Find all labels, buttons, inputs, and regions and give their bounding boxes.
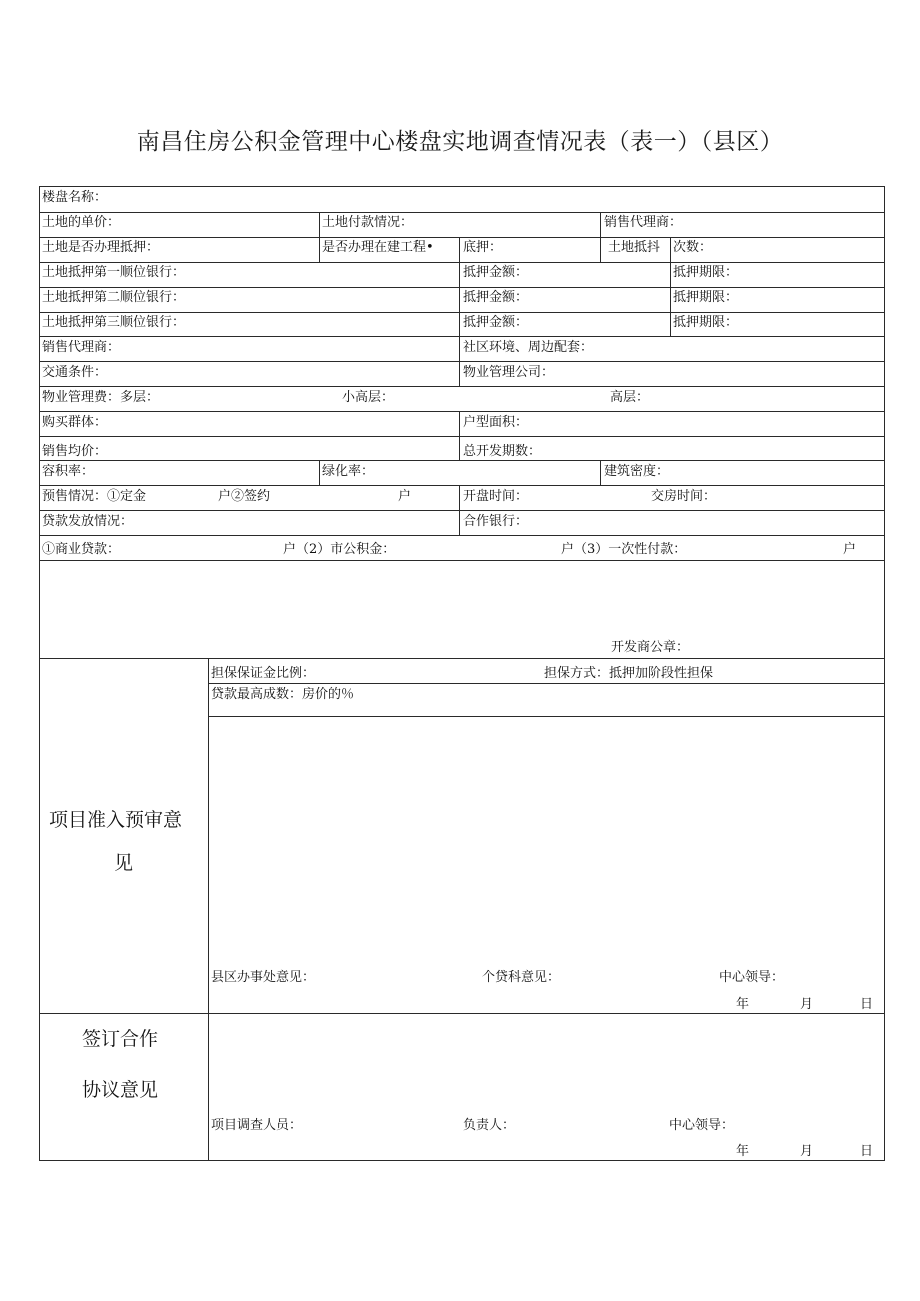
center-leader-label: 中心领导： <box>669 1118 735 1133</box>
first-bank-label: 土地抵押第一顺位银行： <box>42 265 186 280</box>
presale-deposit-label: 预售情况：①定金 <box>42 489 147 504</box>
unit-area-label: 户型面积： <box>463 415 529 430</box>
presale-signed-label: 户②签约 <box>218 489 271 504</box>
sales-agent-label: 销售代理商： <box>604 215 683 230</box>
building-name-label: 楼盘名称： <box>42 190 108 205</box>
lump-sum-end-label: 户 <box>843 542 857 557</box>
mortgage-amount-label: 抵押金额： <box>463 265 529 280</box>
fund-loan-label: 户（2）市公积金： <box>283 542 396 557</box>
presale-household-label: 户 <box>398 489 412 504</box>
developer-seal-label: 开发商公章： <box>611 640 690 655</box>
highrise-label: 高层： <box>610 390 650 405</box>
plot-ratio-label: 容积率： <box>42 464 95 479</box>
mortgage-period-label: 抵押期限： <box>673 265 739 280</box>
land-mortgage-count-label-b: 次数： <box>673 240 713 255</box>
date-month: 月 <box>800 1144 814 1159</box>
loan-status-label: 贷款发放情况： <box>42 514 134 529</box>
mortgage-period-label: 抵押期限： <box>673 315 739 330</box>
max-loan-label: 贷款最高成数：房价的％ <box>211 687 355 702</box>
land-payment-status-label: 土地付款情况： <box>322 215 414 230</box>
construction-mortgage-label: 是否办理在建工程• <box>322 240 434 255</box>
guarantee-ratio-label: 担保保证金比例： <box>211 666 316 681</box>
page-title: 南昌住房公积金管理中心楼盘实地调查情况表（表一）（县区） <box>136 129 784 155</box>
mortgage-suffix-label: 底押： <box>463 240 503 255</box>
sales-agent-label: 销售代理商： <box>42 340 121 355</box>
delivery-time-label: 交房时间： <box>651 489 717 504</box>
property-company-label: 物业管理公司： <box>463 365 555 380</box>
review-label-line2: 见 <box>114 852 134 874</box>
total-phases-label: 总开发期数： <box>463 444 542 459</box>
mortgage-amount-label: 抵押金额： <box>463 290 529 305</box>
agreement-label-line1: 签订合作 <box>82 1028 159 1050</box>
partner-bank-label: 合作银行： <box>463 514 529 529</box>
community-env-label: 社区环境、周边配套： <box>463 340 594 355</box>
guarantee-method-label: 担保方式：抵押加阶段性担保 <box>544 666 714 681</box>
property-fee-label: 物业管理费：多层： <box>42 390 160 405</box>
land-mortgage-count-label-a: 土地抵抖 <box>608 240 661 255</box>
second-bank-label: 土地抵押第二顺位银行： <box>42 290 186 305</box>
land-mortgaged-label: 土地是否办理抵押： <box>42 240 160 255</box>
date-day: 日 <box>860 997 874 1012</box>
date-day: 日 <box>860 1144 874 1159</box>
review-label-line1: 项目准入预审意 <box>49 809 183 831</box>
lump-sum-label: 户（3）一次性付款： <box>561 542 687 557</box>
building-density-label: 建筑密度： <box>604 464 670 479</box>
county-office-opinion-label: 县区办事处意见： <box>211 970 316 985</box>
small-highrise-label: 小高层： <box>342 390 395 405</box>
date-year: 年 <box>736 1144 750 1159</box>
mortgage-period-label: 抵押期限： <box>673 290 739 305</box>
traffic-label: 交通条件： <box>42 365 108 380</box>
agreement-label-line2: 协议意见 <box>82 1079 159 1101</box>
date-month: 月 <box>800 997 814 1012</box>
third-bank-label: 土地抵押第三顺位银行： <box>42 315 186 330</box>
mortgage-amount-label: 抵押金额： <box>463 315 529 330</box>
opening-time-label: 开盘时间： <box>463 489 529 504</box>
personal-loan-dept-label: 个贷科意见： <box>482 970 561 985</box>
investigator-label: 项目调查人员： <box>211 1118 303 1133</box>
avg-price-label: 销售均价： <box>42 444 108 459</box>
green-ratio-label: 绿化率： <box>322 464 375 479</box>
commercial-loan-label: ①商业贷款： <box>42 542 121 557</box>
center-leader-label: 中心领导： <box>719 970 785 985</box>
land-unit-price-label: 土地的单价： <box>42 215 121 230</box>
person-in-charge-label: 负责人： <box>463 1118 516 1133</box>
buyer-group-label: 购买群体： <box>42 415 108 430</box>
date-year: 年 <box>736 997 750 1012</box>
